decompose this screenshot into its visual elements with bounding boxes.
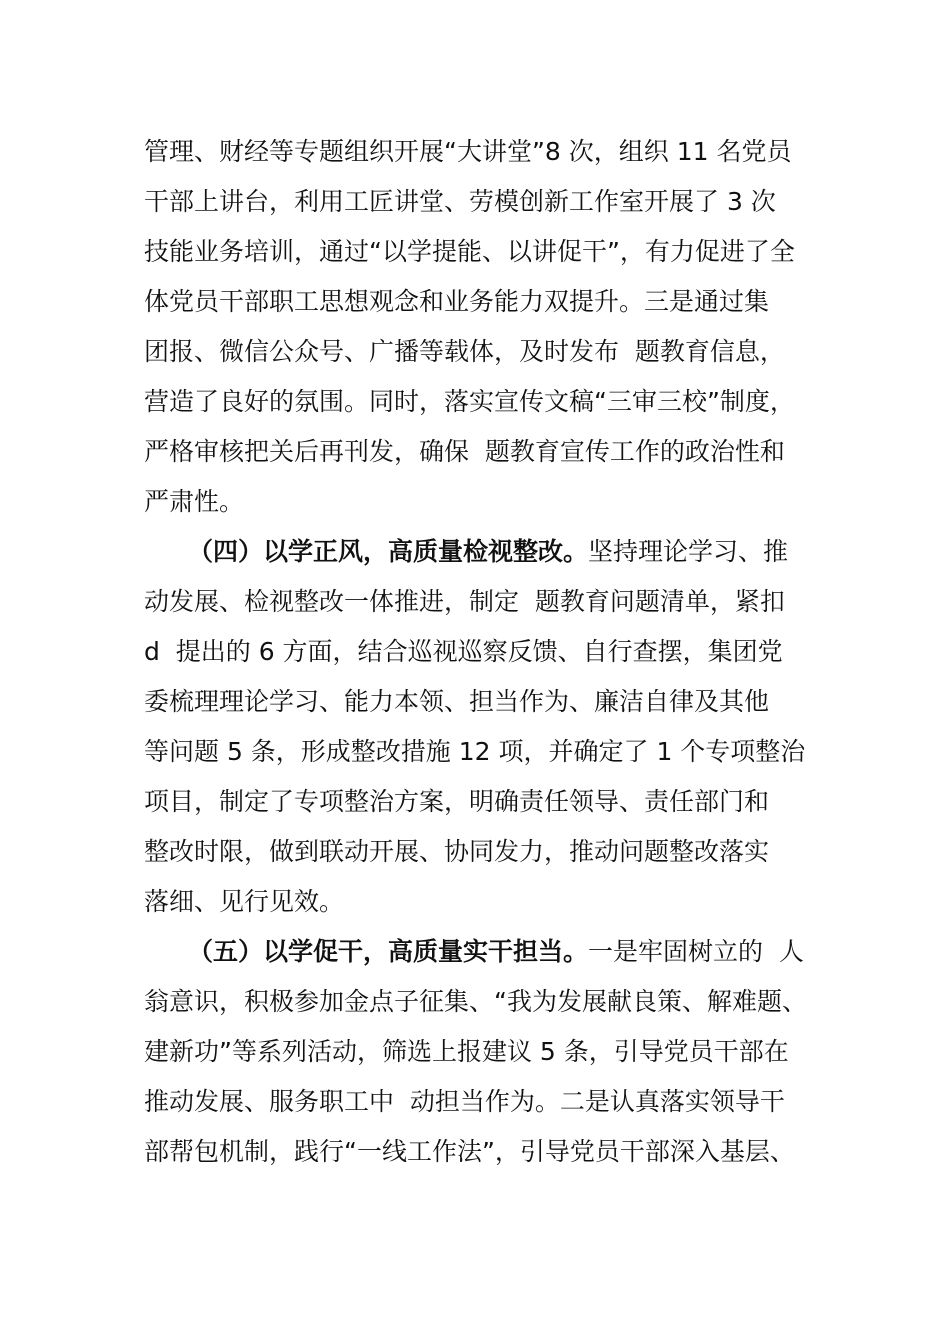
text-line: 整改时限，做到联动开展、协同发力，推动问题整改落实 <box>144 837 770 866</box>
paragraph-first-line <box>144 527 824 577</box>
text-line: 落细、见行见效。 <box>144 887 345 916</box>
section-heading: （四）以学正风，高质量检视整改。 <box>188 537 589 566</box>
text-line: 干部上讲台，利用工匠讲堂、劳模创新工作室开展了 3 次 <box>144 187 776 216</box>
text-run: 坚持理论学习、推 <box>588 537 789 566</box>
text-line: 项目，制定了专项整治方案，明确责任领导、责任部门和 <box>144 787 770 816</box>
text-line: 营造了良好的氛围。同时，落实宣传文稿“三审三校”制度， <box>144 387 795 416</box>
paragraph-2 <box>144 527 824 927</box>
text-line: 翁意识，积极参加金点子征集、“我为发展献良策、解难题、 <box>144 987 807 1016</box>
text-line: 部帮包机制，践行“一线工作法”，引导党员干部深入基层、 <box>144 1137 795 1166</box>
text-line: 严肃性。 <box>144 487 245 516</box>
text-line: 体党员干部职工思想观念和业务能力双提升。三是通过集 <box>144 287 770 316</box>
section-heading: （五）以学促干，高质量实干担当。 <box>188 937 589 966</box>
text-line: 管理、财经等专题组织开展“大讲堂”8 次，组织 11 名党员 <box>144 137 792 166</box>
text-line: 委梳理理论学习、能力本领、担当作为、廉洁自律及其他 <box>144 687 770 716</box>
text-line: 等问题 5 条，形成整改措施 12 项，并确定了 1 个专项整治 <box>144 737 806 766</box>
text-line: 建新功”等系列活动，筛选上报建议 5 条，引导党员干部在 <box>144 1037 789 1066</box>
paragraph-3 <box>144 927 824 1177</box>
document-body <box>144 127 824 1177</box>
text-line: 严格审核把关后再刊发，确保 题教育宣传工作的政治性和 <box>144 437 785 466</box>
text-line: 团报、微信公众号、广播等载体，及时发布 题教育信息， <box>144 337 785 366</box>
text-line: 推动发展、服务职工中 动担当作为。二是认真落实领导干 <box>144 1087 785 1116</box>
text-line: d 提出的 6 方面，结合巡视巡察反馈、自行查摆，集团党 <box>144 637 783 666</box>
text-line: 技能业务培训，通过“以学提能、以讲促干”，有力促进了全 <box>144 237 795 266</box>
paragraph-1 <box>144 127 824 527</box>
text-run: 一是牢固树立的 人 <box>588 937 804 966</box>
paragraph-first-line <box>144 927 824 977</box>
text-line: 动发展、检视整改一体推进，制定 题教育问题清单，紧扣 <box>144 587 785 616</box>
